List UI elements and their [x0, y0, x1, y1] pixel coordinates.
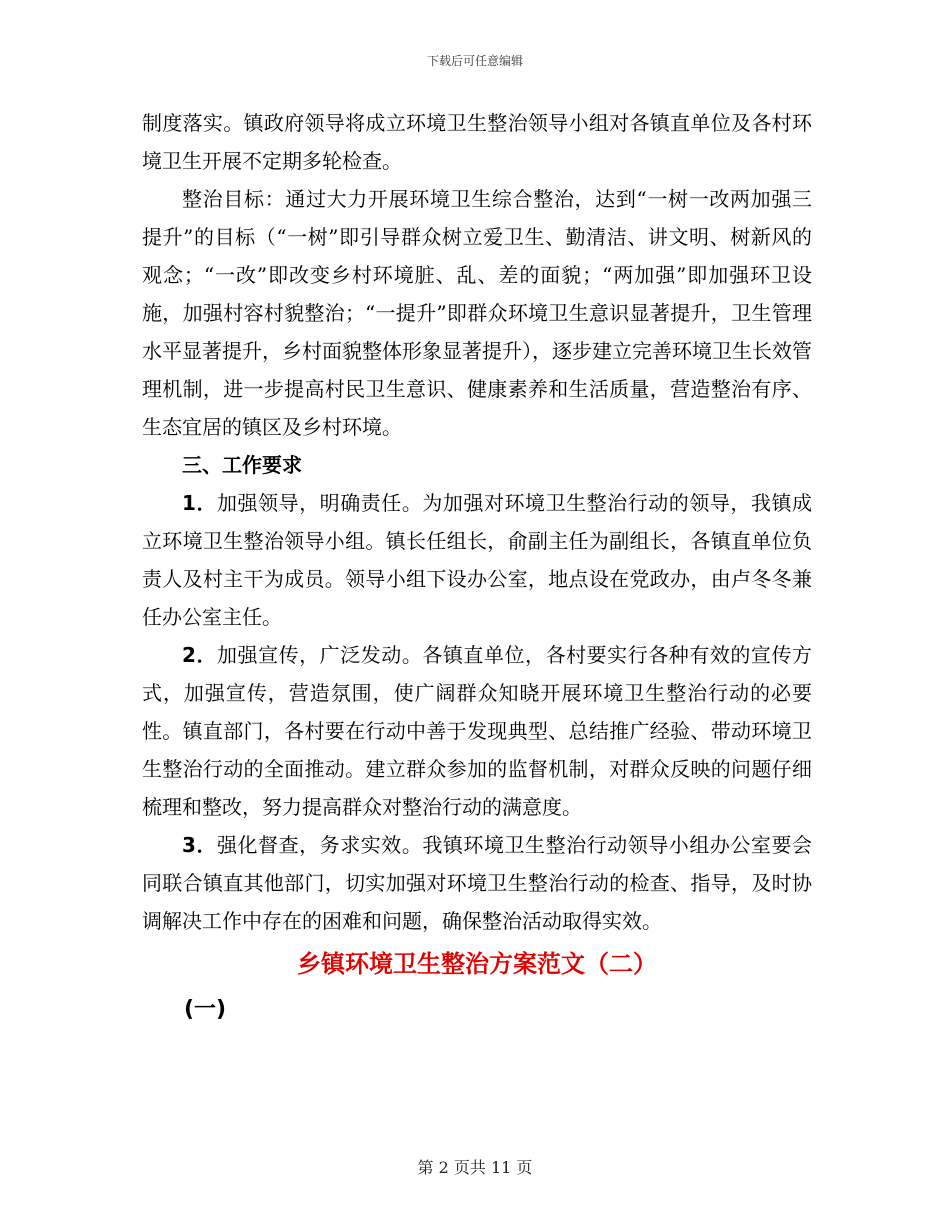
- list-item-1-number: 1．: [182, 491, 217, 515]
- page-header-note: 下载后可任意编辑: [426, 54, 523, 68]
- section-heading-work-requirements: 三、工作要求: [182, 453, 302, 477]
- list-item-2-number: 2．: [182, 643, 217, 667]
- list-item-1: [142, 484, 812, 636]
- page-footer-number: 第 2 页共 11 页: [417, 1158, 533, 1177]
- paragraph-continuation: 制度落实。镇政府领导将成立环境卫生整治领导小组对各镇直单位及各村环境卫生开展不定期多轮检查。: [142, 111, 812, 173]
- subsection-marker: (一): [184, 997, 227, 1022]
- paragraph-goals: 整治目标：通过大力开展环境卫生综合整治，达到“一树一改两加强三提升”的目标（“一树”即引导群众树立爱卫生、勤清洁、讲文明、树新风的观念；“一改”即改变乡村环境脏、乱、差的面貌；“两加强”即加强环卫设施，加强村容村貌整治；“一提升”即群众环境卫生意识显著提升，卫生管理水平显著提升，乡村面貌整体形象显著提升），逐步建立完善环境卫生长效管理机制，进一步提高村民卫生意识、健康素养和生活质量，营造整治有序、生态宜居的镇区及乡村环境。: [142, 187, 812, 439]
- list-item-3: [142, 826, 812, 940]
- document-section-title: 乡镇环境卫生整治方案范文（二）: [297, 950, 657, 978]
- list-item-3-number: 3．: [182, 833, 217, 857]
- list-item-2-text: 加强宣传，广泛发动。各镇直单位，各村要实行各种有效的宣传方式，加强宣传，营造氛围，使广阔群众知晓开展环境卫生整治行动的必要性。镇直部门，各村要在行动中善于发现典型、总结推广经验、带动环境卫生整治行动的全面推动。建立群众参加的监督机制，对群众反映的问题仔细梳理和整改，努力提高群众对整治行动的满意度。: [142, 643, 813, 819]
- list-item-1-text: 加强领导，明确责任。为加强对环境卫生整治行动的领导，我镇成立环境卫生整治领导小组。镇长任组长，俞副主任为副组长，各镇直单位负责人及村主干为成员。领导小组下设办公室，地点设在党政办，由卢冬冬兼任办公室主任。: [142, 491, 813, 629]
- list-item-3-text: 强化督查，务求实效。我镇环境卫生整治行动领导小组办公室要会同联合镇直其他部门，切实加强对环境卫生整治行动的检查、指导，及时协调解决工作中存在的困难和问题，确保整治活动取得实效。: [142, 833, 813, 933]
- list-item-2: [142, 636, 812, 826]
- document-body: [142, 104, 812, 1030]
